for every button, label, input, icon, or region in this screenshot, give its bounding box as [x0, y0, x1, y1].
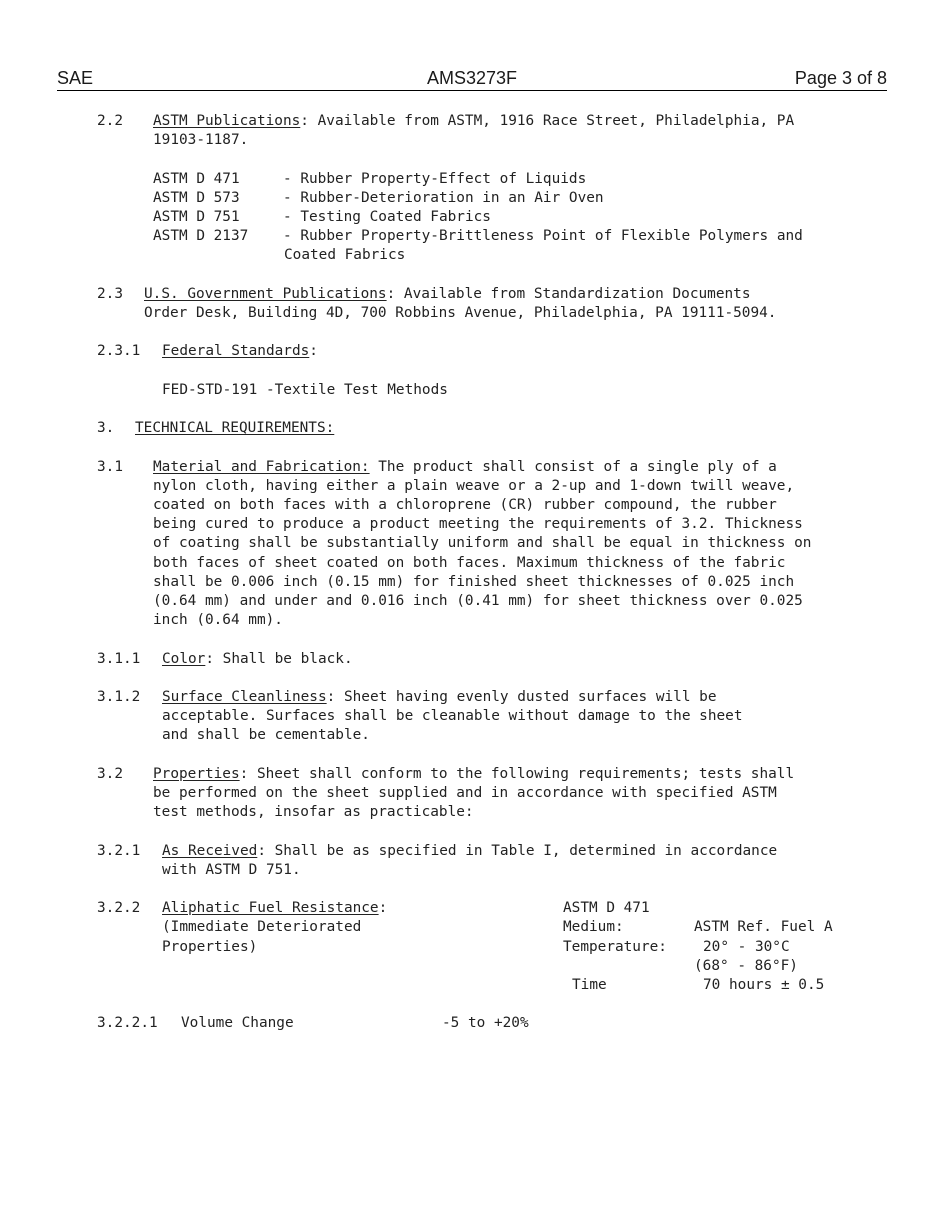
- section-text: being cured to produce a product meeting the requirements of 3.2. Thickness: [153, 516, 803, 533]
- section-text: both faces of sheet coated on both faces. Maximum thickness of the fabric: [153, 554, 786, 571]
- section-3-2-2: 3.2.2 Aliphatic Fuel Resistance: (Immediate Deteriorated Properties) ASTM D 471 Medium: ASTM Ref. Fuel A Temperature: 20° - 30°C (68° - 86°F) Time 70 hours ± 0.5: [97, 899, 887, 995]
- time-label: Time: [572, 976, 607, 993]
- section-3-2-2-1: [97, 1014, 887, 1033]
- section-text: (Immediate Deteriorated: [162, 919, 362, 936]
- reference-item: ASTM D 573 - Rubber-Deterioration in an Air Oven: [153, 189, 604, 206]
- section-3-1-1: 3.1.1 Color: Shall be black.: [97, 650, 887, 669]
- section-title: As Received: [162, 842, 258, 859]
- section-text: inch (0.64 mm).: [153, 612, 283, 629]
- section-title: Color: [162, 650, 206, 667]
- section-text: (0.64 mm) and under and 0.016 inch (0.41 mm) for sheet thickness over 0.025: [153, 592, 803, 609]
- header-org: SAE: [57, 68, 94, 88]
- standard-item: FED-STD-191 -Textile Test Methods: [162, 381, 448, 398]
- section-number: 2.2: [97, 113, 123, 129]
- section-3-1-2: 3.1.2 Surface Cleanliness: Sheet having evenly dusted surfaces will be acceptable. Surfaces shall be cleanable without damage to the sheet and shall be cementable.: [97, 688, 887, 746]
- section-text: with ASTM D 751.: [162, 861, 301, 878]
- property-value: -5 to +20%: [442, 1015, 529, 1032]
- test-method: ASTM D 471: [563, 900, 650, 917]
- reference-list: [153, 170, 887, 266]
- section-number: 3.2: [97, 765, 123, 782]
- section-text: : Available from Standardization Documents: [386, 285, 751, 302]
- document-body: [97, 112, 887, 1034]
- section-text: 19103-1187.: [153, 132, 249, 149]
- section-title: Surface Cleanliness: [162, 688, 327, 705]
- section-3-2: 3.2 Properties: Sheet shall conform to the following requirements; tests shall be performed on the sheet supplied and in accordance with specified ASTM test methods, insofar as practicable:: [97, 765, 887, 823]
- medium-value: ASTM Ref. Fuel A: [694, 919, 833, 936]
- property-label: Volume Change: [181, 1015, 294, 1032]
- section-text: Properties): [162, 938, 258, 955]
- temperature-fahrenheit: (68° - 86°F): [694, 957, 798, 974]
- section-number: 3.2.1: [97, 842, 141, 859]
- section-text: Order Desk, Building 4D, 700 Robbins Avenue, Philadelphia, PA 19111-5094.: [144, 305, 777, 321]
- temperature-label: Temperature:: [563, 938, 667, 955]
- section-title: Material and Fabrication:: [153, 458, 370, 475]
- time-value: 70 hours ± 0.5: [703, 976, 825, 993]
- section-title: Aliphatic Fuel Resistance: [162, 900, 379, 917]
- medium-label: Medium:: [563, 919, 624, 936]
- section-number: 3.1: [97, 458, 123, 475]
- section-text: acceptable. Surfaces shall be cleanable without damage to the sheet: [162, 708, 743, 725]
- page-header: [57, 68, 887, 91]
- section-title: TECHNICAL REQUIREMENTS:: [135, 420, 335, 437]
- reference-item: ASTM D 2137 - Rubber Property-Brittleness Point of Flexible Polymers and: [153, 228, 803, 245]
- section-number: 3.1.2: [97, 688, 141, 705]
- section-text: : Available from ASTM, 1916 Race Street, Philadelphia, PA: [300, 113, 795, 129]
- section-title: Federal Standards: [162, 343, 310, 360]
- section-text: and shall be cementable.: [162, 727, 370, 744]
- section-title: ASTM Publications: [153, 113, 301, 129]
- section-number: 3.1.1: [97, 650, 141, 667]
- section-3-1: 3.1 Material and Fabrication: The product shall consist of a single ply of a nylon cloth, having either a plain weave or a 2-up and 1-down twill weave, coated on both faces with a chloroprene (CR) rubber compound, the rubber being cured to produce a product meeting the requirements of 3.2. Thickness of coating shall be substantially uniform and shall be equal in thickness on both faces of sheet coated on both faces. Maximum thickness of the fabric shall be 0.006 inch (0.15 mm) for finished sheet thicknesses of 0.025 inch (0.64 mm) and under and 0.016 inch (0.41 mm) for sheet thickness over 0.025 inch (0.64 mm).: [97, 458, 887, 631]
- section-number: 2.3.1: [97, 343, 141, 360]
- reference-item: ASTM D 471 - Rubber Property-Effect of Liquids: [153, 170, 587, 187]
- section-2-2: [97, 112, 887, 266]
- section-text: shall be 0.006 inch (0.15 mm) for finished sheet thicknesses of 0.025 inch: [153, 573, 795, 590]
- reference-continuation: Coated Fabrics: [284, 247, 406, 264]
- section-title: Properties: [153, 765, 240, 782]
- section-title: U.S. Government Publications: [144, 285, 387, 302]
- section-text: nylon cloth, having either a plain weave or a 2-up and 1-down twill weave,: [153, 477, 795, 494]
- section-text: test methods, insofar as practicable:: [153, 804, 474, 821]
- section-3: [97, 419, 887, 438]
- section-text: be performed on the sheet supplied and in accordance with specified ASTM: [153, 784, 777, 801]
- section-number: 3.: [97, 420, 115, 437]
- section-number: 3.2.2.1: [97, 1015, 158, 1032]
- section-number: 2.3: [97, 285, 123, 302]
- temperature-celsius: 20° - 30°C: [703, 938, 790, 955]
- section-2-3-1: 2.3.1 Federal Standards: FED-STD-191 -Textile Test Methods: [97, 342, 887, 400]
- header-doc-number: AMS3273F: [426, 68, 518, 88]
- header-page-number: Page 3 of 8: [794, 68, 887, 88]
- section-3-2-1: 3.2.1 As Received: Shall be as specified in Table I, determined in accordance with ASTM D 751.: [97, 842, 887, 880]
- reference-item: ASTM D 751 - Testing Coated Fabrics: [153, 209, 491, 225]
- section-text: of coating shall be substantially uniform and shall be equal in thickness on: [153, 535, 812, 552]
- section-number: 3.2.2: [97, 900, 141, 917]
- section-text: coated on both faces with a chloroprene (CR) rubber compound, the rubber: [153, 496, 777, 513]
- section-2-3: [97, 285, 887, 323]
